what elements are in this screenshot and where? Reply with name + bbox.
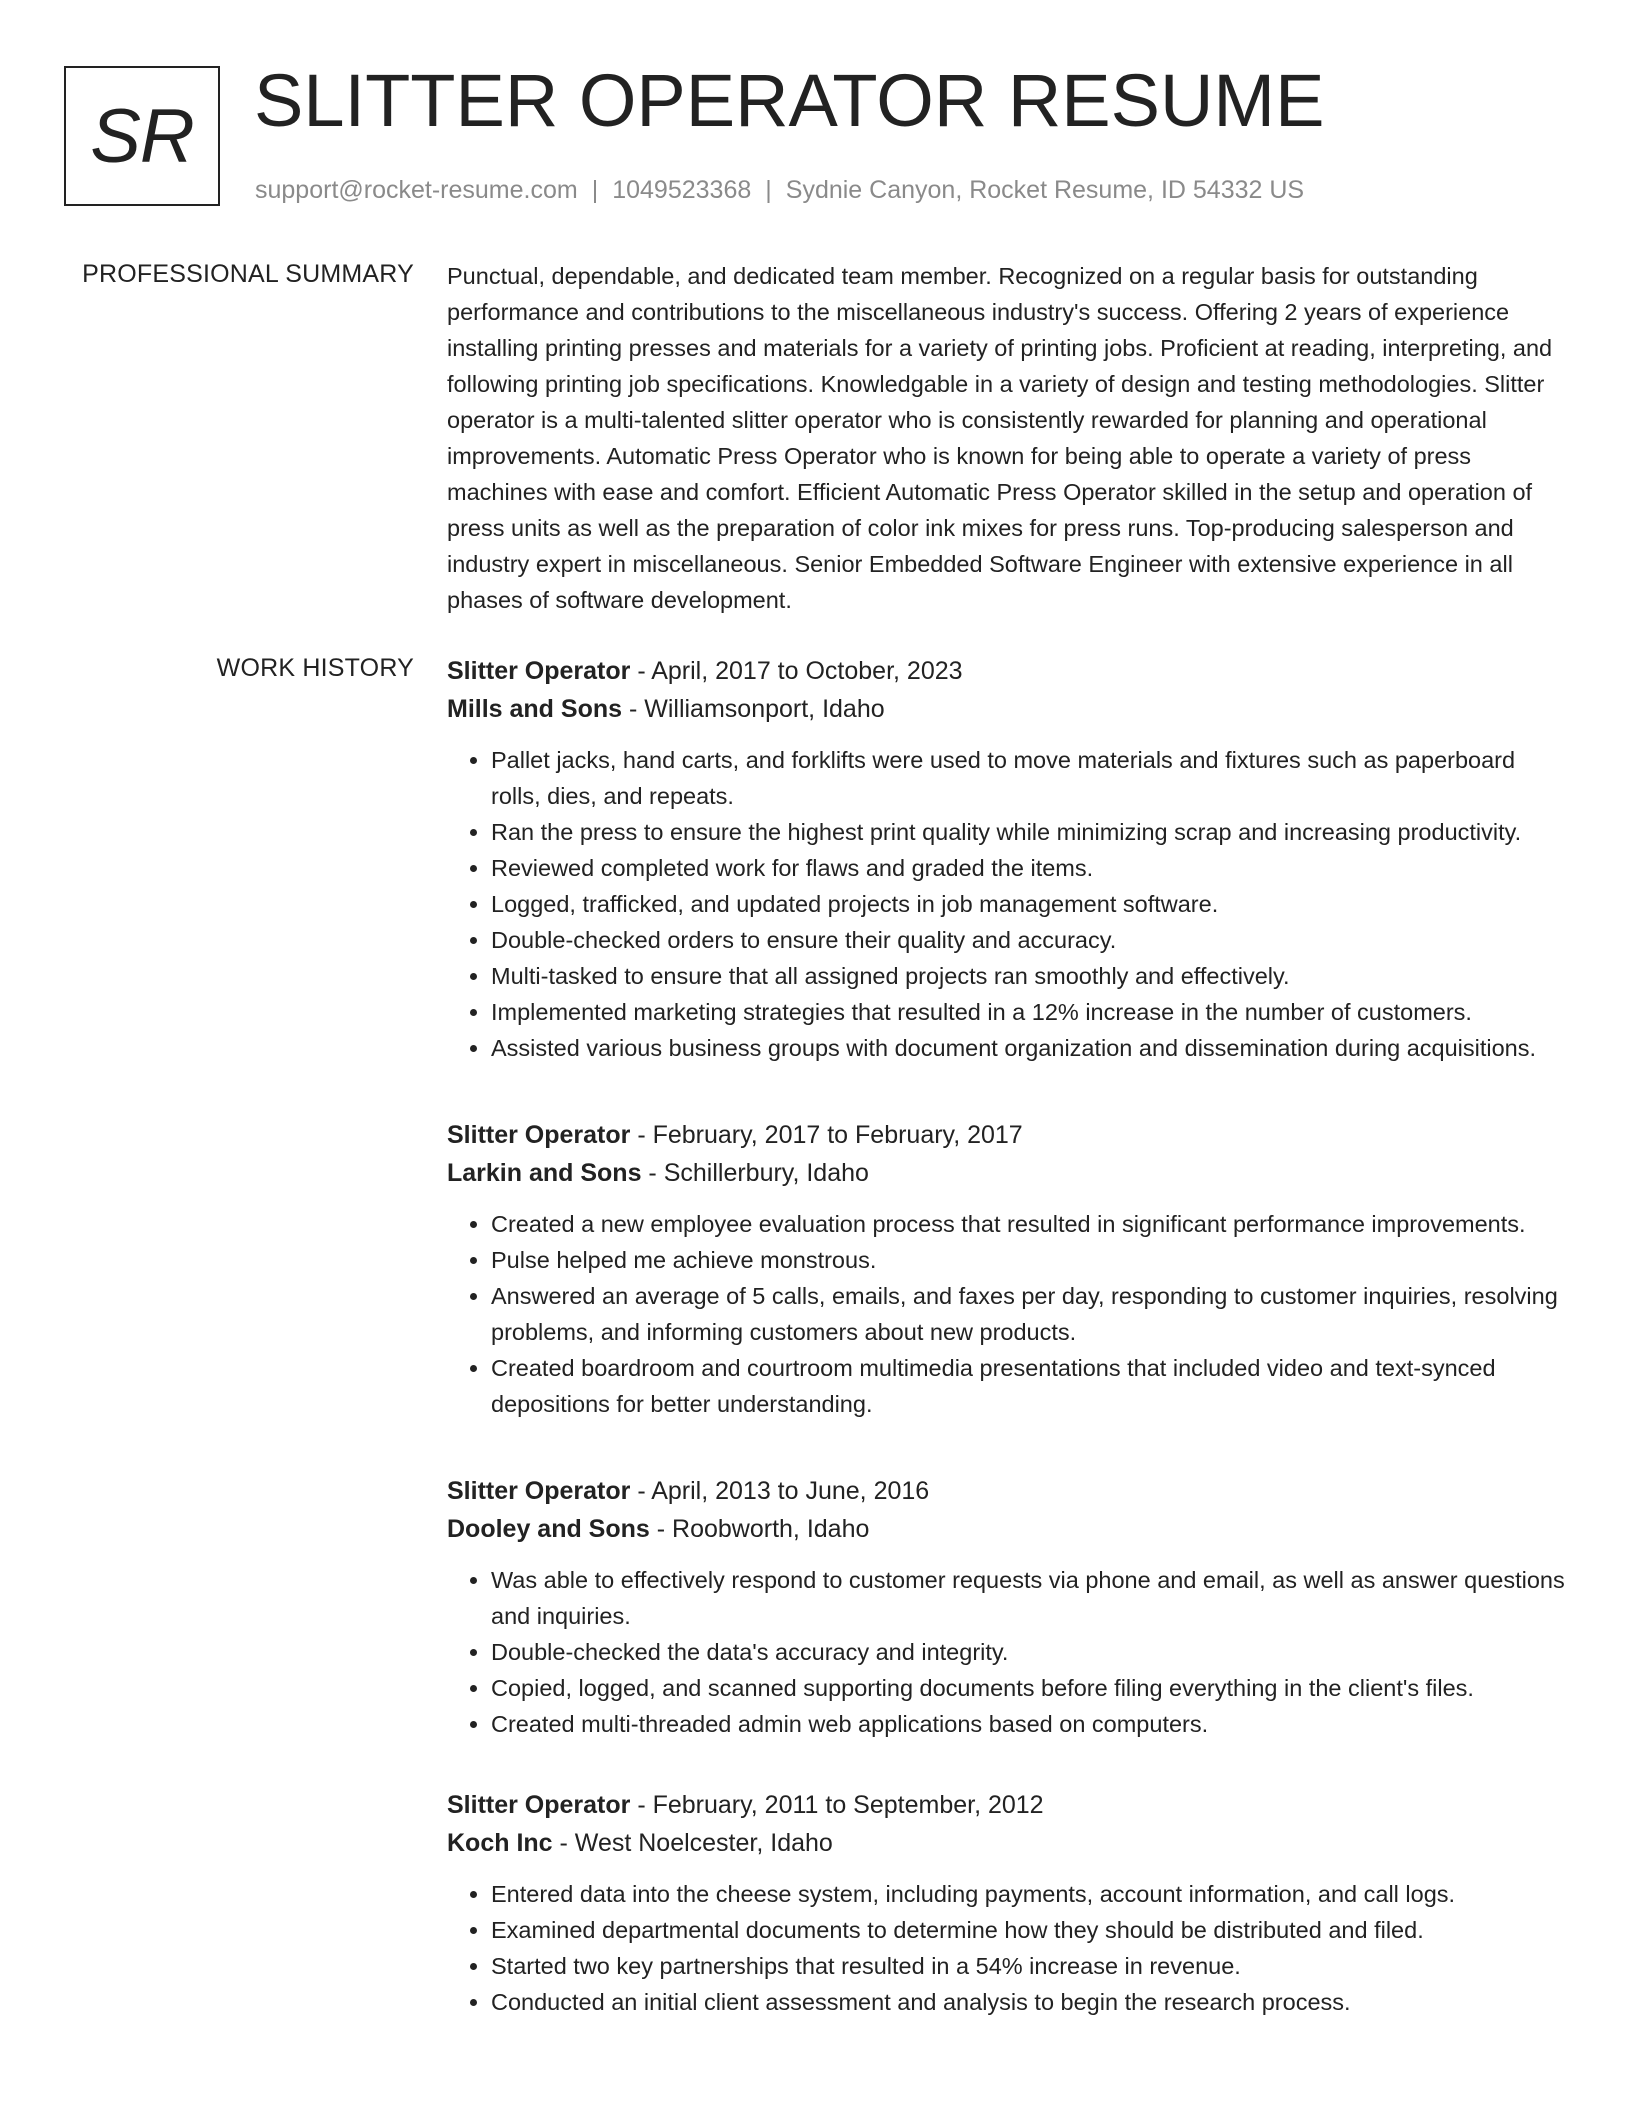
job-duty-item: • Ran the press to ensure the highest print quality while minimizing scrap and increasing productivity. (491, 814, 1568, 850)
job-duty-item: • Double-checked orders to ensure their quality and accuracy. (491, 922, 1568, 958)
job-entry (447, 1116, 1568, 1422)
job-title-line (447, 1786, 1568, 1824)
job-duty-item: • Was able to effectively respond to customer requests via phone and email, as well as answer questions and inquiries. (491, 1562, 1568, 1634)
job-company-line (447, 1510, 1568, 1548)
job-duties-list (447, 1562, 1568, 1742)
monogram-initials: SR (90, 93, 194, 179)
resume-title: SLITTER OPERATOR RESUME (254, 59, 1325, 142)
contact-line (255, 176, 1304, 205)
job-title: Slitter Operator (447, 1477, 631, 1505)
contact-email[interactable]: support@rocket-resume.com (255, 176, 578, 204)
job-duty-item: • Created a new employee evaluation process that resulted in significant performance improvements. (491, 1206, 1568, 1242)
job-duty-item: • Implemented marketing strategies that resulted in a 12% increase in the number of customers. (491, 994, 1568, 1030)
job-company: Koch Inc (447, 1829, 553, 1857)
job-location: - Roobworth, Idaho (649, 1515, 870, 1543)
job-duty-item: • Entered data into the cheese system, including payments, account information, and call logs. (491, 1876, 1568, 1912)
job-duty-item: • Pulse helped me achieve monstrous. (491, 1242, 1568, 1278)
job-dates: - April, 2017 to October, 2023 (630, 657, 963, 685)
job-duty-item: • Conducted an initial client assessment and analysis to begin the research process. (491, 1984, 1568, 2020)
job-duty-item: • Created multi-threaded admin web applications based on computers. (491, 1706, 1568, 1742)
job-dates: - April, 2013 to June, 2016 (630, 1477, 930, 1505)
job-duty-item: • Copied, logged, and scanned supporting documents before filing everything in the client's files. (491, 1670, 1568, 1706)
job-entry (447, 1786, 1568, 2020)
job-title: Slitter Operator (447, 1121, 631, 1149)
resume-header (64, 59, 1568, 210)
job-company: Dooley and Sons (447, 1515, 650, 1543)
section-label-professional-summary: PROFESSIONAL SUMMARY (82, 260, 414, 288)
contact-separator: | (765, 176, 772, 204)
job-location: - Williamsonport, Idaho (622, 695, 885, 723)
job-duty-item: • Started two key partnerships that resulted in a 54% increase in revenue. (491, 1948, 1568, 1984)
job-duty-item: • Logged, trafficked, and updated projects in job management software. (491, 886, 1568, 922)
summary-text: Punctual, dependable, and dedicated team member. Recognized on a regular basis for outstanding performance and contributions to the miscellaneous industry's success. Offering 2 years of experience installing printing presses and materials for a variety of printing jobs. Proficient at reading, interpreting, and following printing job specifications. Knowledgable in a variety of design and testing methodologies. Slitter operator is a multi-talented slitter operator who is consistently rewarded for planning and operational improvements. Automatic Press Operator who is known for being able to operate a variety of press machines with ease and comfort. Efficient Automatic Press Operator skilled in the setup and operation of press units as well as the preparation of color ink mixes for press runs. Top-producing salesperson and industry expert in miscellaneous. Senior Embedded Software Engineer with extensive experience in all phases of software development. (447, 263, 1553, 613)
job-entry (447, 652, 1568, 1066)
job-title: Slitter Operator (447, 657, 631, 685)
job-location: - Schillerbury, Idaho (641, 1159, 869, 1187)
contact-address: Sydnie Canyon, Rocket Resume, ID 54332 US (785, 176, 1305, 204)
job-location: - West Noelcester, Idaho (552, 1829, 833, 1857)
job-title: Slitter Operator (447, 1791, 631, 1819)
job-company: Larkin and Sons (447, 1159, 642, 1187)
work-history-body (447, 652, 1568, 2020)
job-dates: - February, 2017 to February, 2017 (630, 1121, 1023, 1149)
job-company-line (447, 690, 1568, 728)
job-duties-list (447, 1876, 1568, 2020)
job-duty-item: • Double-checked the data's accuracy and integrity. (491, 1634, 1568, 1670)
contact-separator: | (591, 176, 599, 204)
job-duty-item: • Examined departmental documents to determine how they should be distributed and filed. (491, 1912, 1568, 1948)
job-title-line (447, 1472, 1568, 1510)
job-title-line (447, 1116, 1568, 1154)
job-duty-item: • Pallet jacks, hand carts, and forklifts were used to move materials and fixtures such as paperboard rolls, dies, and repeats. (491, 742, 1568, 814)
job-duty-item: • Reviewed completed work for flaws and graded the items. (491, 850, 1568, 886)
job-duty-item: • Created boardroom and courtroom multimedia presentations that included video and text-synced depositions for better understanding. (491, 1350, 1568, 1422)
job-duty-item: • Multi-tasked to ensure that all assigned projects ran smoothly and effectively. (491, 958, 1568, 994)
contact-phone[interactable]: 1049523368 (612, 176, 752, 204)
job-company-line (447, 1824, 1568, 1862)
job-entry (447, 1472, 1568, 1742)
job-dates: - February, 2011 to September, 2012 (630, 1791, 1044, 1819)
job-duties-list (447, 742, 1568, 1066)
job-duty-item: • Assisted various business groups with document organization and dissemination during acquisitions. (491, 1030, 1568, 1066)
job-title-line (447, 652, 1568, 690)
section-label-work-history: WORK HISTORY (216, 654, 414, 682)
job-duty-item: • Answered an average of 5 calls, emails, and faxes per day, responding to customer inquiries, resolving problems, and informing customers about new products. (491, 1278, 1568, 1350)
monogram-badge (64, 66, 220, 206)
summary-body (447, 258, 1568, 618)
job-duties-list (447, 1206, 1568, 1422)
job-company: Mills and Sons (447, 695, 623, 723)
job-company-line (447, 1154, 1568, 1192)
